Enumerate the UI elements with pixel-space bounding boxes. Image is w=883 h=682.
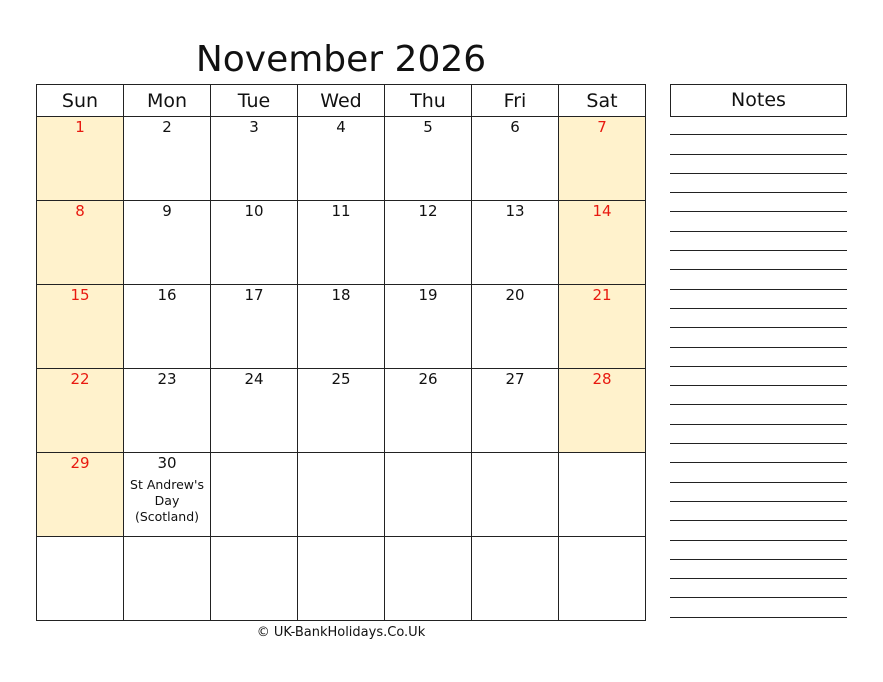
day-number: 1 (75, 118, 85, 136)
day-number: 5 (423, 118, 433, 136)
day-cell (298, 369, 385, 453)
day-number: 6 (510, 118, 520, 136)
day-number: 8 (75, 202, 85, 220)
day-number: 12 (418, 202, 438, 220)
note-line (670, 502, 847, 521)
note-line (670, 348, 847, 367)
note-line (670, 270, 847, 289)
notes-title: Notes (670, 84, 847, 117)
note-line (670, 212, 847, 231)
weekday-header-thu: Thu (385, 85, 472, 117)
day-cell (385, 117, 472, 201)
note-line (670, 541, 847, 560)
day-cell (124, 537, 211, 621)
note-line (670, 579, 847, 598)
day-cell (559, 117, 646, 201)
day-number: 29 (70, 454, 90, 472)
day-number: 13 (505, 202, 525, 220)
day-number: 19 (418, 286, 438, 304)
note-line (670, 367, 847, 386)
note-line (670, 135, 847, 154)
day-number: 10 (244, 202, 264, 220)
day-cell (298, 537, 385, 621)
calendar-title: November 2026 (195, 39, 487, 80)
weekday-header-row (37, 85, 646, 117)
day-number: 30 (157, 454, 177, 472)
note-line (670, 116, 847, 135)
day-cell (211, 285, 298, 369)
weekday-header-sat: Sat (559, 85, 646, 117)
day-number: 27 (505, 370, 525, 388)
day-cell (472, 537, 559, 621)
week-row (37, 369, 646, 453)
day-cell (124, 369, 211, 453)
day-number: 26 (418, 370, 438, 388)
day-cell (211, 453, 298, 537)
day-number: 11 (331, 202, 351, 220)
note-line (670, 405, 847, 424)
day-number: 21 (592, 286, 612, 304)
note-line (670, 309, 847, 328)
day-cell (298, 285, 385, 369)
week-row (37, 453, 646, 537)
day-cell (37, 201, 124, 285)
note-line (670, 386, 847, 405)
note-line (670, 232, 847, 251)
note-line (670, 193, 847, 212)
note-line (670, 290, 847, 309)
day-cell (211, 201, 298, 285)
weekday-header-wed: Wed (298, 85, 385, 117)
weekday-header-fri: Fri (472, 85, 559, 117)
day-number: 3 (249, 118, 259, 136)
day-number: 14 (592, 202, 612, 220)
day-cell (472, 369, 559, 453)
day-cell (385, 453, 472, 537)
day-number: 25 (331, 370, 351, 388)
day-cell (472, 201, 559, 285)
day-cell (211, 537, 298, 621)
day-cell (559, 453, 646, 537)
day-number: 24 (244, 370, 264, 388)
note-line (670, 251, 847, 270)
week-row (37, 117, 646, 201)
day-number: 2 (162, 118, 172, 136)
day-cell (37, 453, 124, 537)
holiday-label: St Andrew's Day (Scotland) (130, 477, 204, 524)
weekday-header-sun: Sun (37, 85, 124, 117)
day-cell (385, 201, 472, 285)
day-cell (385, 285, 472, 369)
notes-lines (670, 116, 847, 618)
day-number: 17 (244, 286, 264, 304)
note-line (670, 483, 847, 502)
day-cell (124, 117, 211, 201)
day-number: 18 (331, 286, 351, 304)
day-cell (472, 285, 559, 369)
day-number: 9 (162, 202, 172, 220)
day-cell (37, 537, 124, 621)
day-number: 16 (157, 286, 177, 304)
day-cell (298, 453, 385, 537)
day-cell (559, 537, 646, 621)
day-cell (298, 201, 385, 285)
note-line (670, 598, 847, 617)
day-number: 4 (336, 118, 346, 136)
note-line (670, 463, 847, 482)
day-cell (298, 117, 385, 201)
copyright-footer: © UK-BankHolidays.Co.Uk (256, 625, 426, 640)
note-line (670, 560, 847, 579)
note-line (670, 174, 847, 193)
note-line (670, 425, 847, 444)
day-cell (559, 201, 646, 285)
note-line (670, 521, 847, 540)
day-cell (124, 201, 211, 285)
day-cell (37, 117, 124, 201)
day-cell (385, 369, 472, 453)
day-cell (124, 285, 211, 369)
calendar-grid (36, 84, 646, 621)
day-number: 20 (505, 286, 525, 304)
day-number: 22 (70, 370, 90, 388)
day-number: 23 (157, 370, 177, 388)
day-cell (559, 285, 646, 369)
note-line (670, 328, 847, 347)
day-cell (124, 453, 211, 537)
weekday-header-tue: Tue (211, 85, 298, 117)
day-cell (472, 117, 559, 201)
day-number: 15 (70, 286, 90, 304)
day-cell (559, 369, 646, 453)
week-row (37, 537, 646, 621)
day-cell (37, 369, 124, 453)
weekday-header-mon: Mon (124, 85, 211, 117)
day-cell (211, 369, 298, 453)
note-line (670, 155, 847, 174)
day-number: 7 (597, 118, 607, 136)
day-cell (385, 537, 472, 621)
week-row (37, 201, 646, 285)
day-cell (211, 117, 298, 201)
note-line (670, 444, 847, 463)
day-number: 28 (592, 370, 612, 388)
day-cell (37, 285, 124, 369)
week-row (37, 285, 646, 369)
day-cell (472, 453, 559, 537)
